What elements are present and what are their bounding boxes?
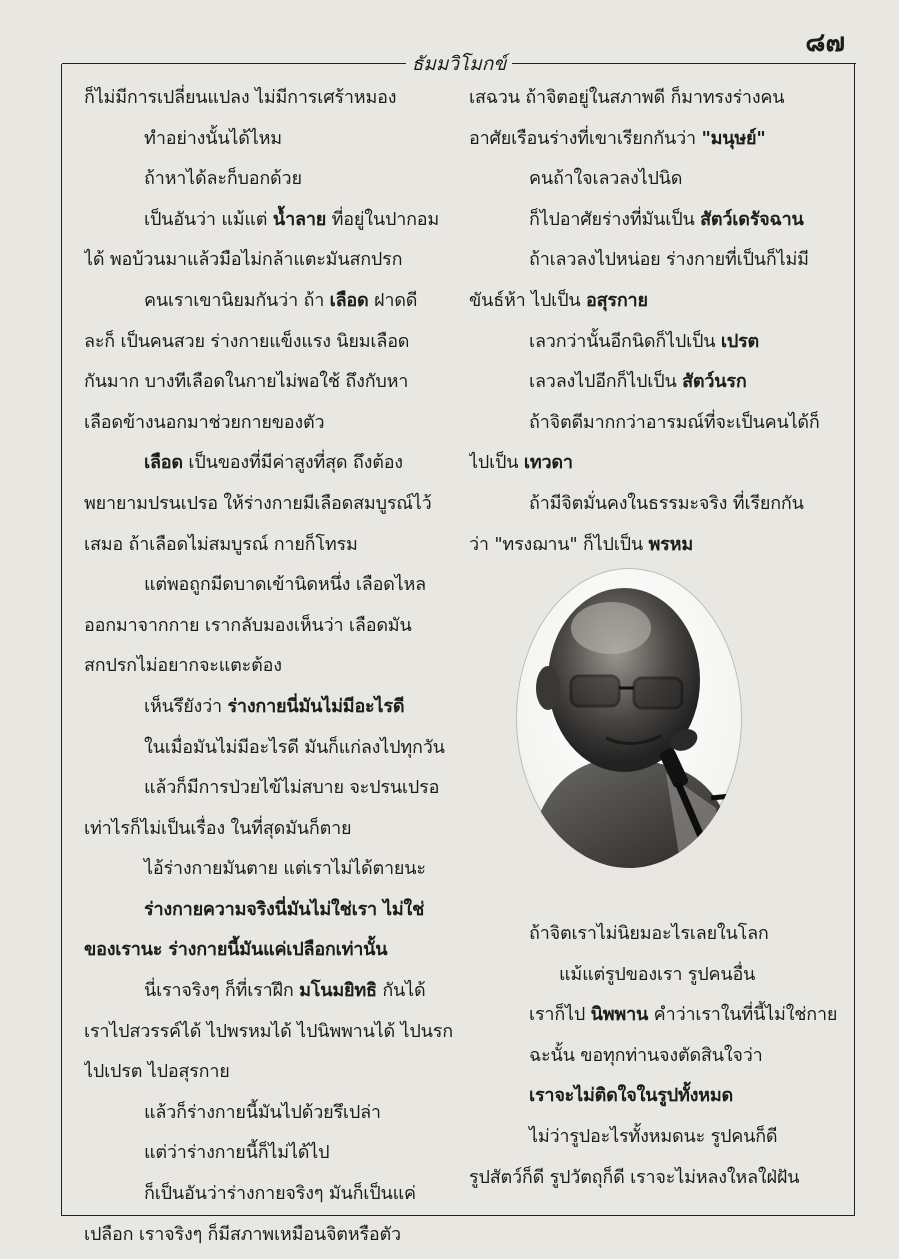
text-run: เลวกว่านั้นอีกนิดก็ไปเป็น [529, 330, 721, 352]
text-run: คำว่าเราในที่นี้ไม่ใช่กาย [648, 1004, 838, 1026]
text-run: ที่อยู่ในปากอม [326, 208, 440, 230]
text-line [469, 200, 841, 241]
text-line [84, 403, 469, 444]
text-line [84, 1174, 469, 1215]
bold-text: เปรต [720, 330, 760, 352]
text-line [84, 1093, 469, 1134]
text-line [84, 362, 469, 403]
text-run: เลือดข้างนอกมาช่วยกายของตัว [84, 411, 325, 433]
text-line [469, 1158, 841, 1199]
bold-text: "มนุษย์" [701, 127, 766, 149]
text-run: เปลือก เราจริงๆ ก็มีสภาพเหมือนจิตหรือตัว [84, 1223, 401, 1245]
text-run: คนถ้าใจเลวลงไปนิด [529, 168, 683, 190]
text-run: เสฉวน ถ้าจิตอยู่ในสภาพดี ก็มาทรงร่างคน [469, 87, 785, 108]
text-run: กันได้ [376, 980, 426, 1002]
text-run: ว่า "ทรงฌาน" ก็ไปเป็น [469, 533, 649, 555]
text-line [84, 768, 469, 809]
bold-text: สัตว์เดรัจฉาน [700, 208, 804, 230]
text-line [469, 322, 841, 363]
text-line [84, 1052, 469, 1093]
text-run: ในเมื่อมันไม่มีอะไรดี มันก็แก่ลงไปทุกวัน [144, 736, 445, 758]
text-line [84, 322, 469, 363]
text-line [84, 281, 469, 322]
text-run: ก็เป็นอันว่าร่างกายจริงๆ มันก็เป็นแค่ [144, 1183, 416, 1205]
right-column-bottom [469, 914, 841, 1198]
text-run: ก็ไม่มีการเปลี่ยนแปลง ไม่มีการเศร้าหมอง [84, 87, 397, 108]
text-line [84, 728, 469, 769]
monk-portrait [516, 568, 742, 868]
bold-text: มโนมยิทธิ [299, 980, 377, 1002]
text-run: ถ้าจิตเราไม่นิยมอะไรเลยในโลก [529, 923, 769, 944]
text-run: แล้วก็มีการป่วยไข้ไม่สบาย จะปรนเปรอ [144, 777, 440, 799]
text-line [84, 200, 469, 241]
text-line [469, 159, 841, 200]
bold-text: ร่างกายความจริงนี่มันไม่ใช่เรา ไม่ใช่ [144, 898, 425, 920]
text-run: เท่าไรก็ไม่เป็นเรื่อง ในที่สุดมันก็ตาย [84, 817, 352, 839]
text-run: ถ้ามีจิตมั่นคงในธรรมะจริง ที่เรียกกัน [529, 492, 804, 514]
text-line [84, 890, 469, 931]
text-line [84, 849, 469, 890]
text-run: เลวลงไปอีกก็ไปเป็น [529, 371, 683, 393]
text-run: ออกมาจากกาย เรากลับมองเห็นว่า เลือดมัน [84, 614, 412, 636]
text-line [84, 809, 469, 850]
page-number: ๘๗ [805, 28, 845, 58]
text-run: สกปรกไม่อยากจะแตะต้อง [84, 655, 282, 677]
text-run: ทำอย่างนั้นได้ไหม [144, 127, 282, 149]
text-line [84, 484, 469, 525]
text-line [469, 995, 841, 1036]
bold-text: อสุรกาย [585, 289, 648, 311]
text-run: ไอ้ร่างกายมันตาย แต่เราไม่ได้ตายนะ [144, 858, 426, 880]
monk-portrait-image [516, 568, 742, 868]
text-run: แม้แต่รูปของเรา รูปคนอื่น [559, 963, 756, 985]
bold-text: เลือด [329, 289, 369, 311]
text-run: พยายามปรนเปรอ ให้ร่างกายมีเลือดสมบูรณ์ไว้ [84, 492, 432, 514]
text-run: ถ้าจิตดีมากกว่าอารมณ์ที่จะเป็นคนได้ก็ [529, 411, 820, 433]
text-run: ฝาดดี [368, 289, 418, 311]
text-line [469, 281, 841, 322]
text-line [84, 646, 469, 687]
text-line [469, 1076, 841, 1117]
text-run: เป็นอันว่า แม้แต่ [144, 208, 273, 230]
text-line [469, 119, 841, 160]
bold-text: นิพพาน [590, 1004, 649, 1026]
text-line [469, 362, 841, 403]
text-line [84, 930, 469, 971]
bold-text: ของเรานะ ร่างกายนี้มันแค่เปลือกเท่านั้น [84, 939, 388, 961]
text-run: เห็นรึยังว่า [144, 695, 228, 717]
text-line [84, 1133, 469, 1174]
running-title: ธัมมวิโมกข์ [411, 53, 507, 75]
bold-text: สัตว์นรก [682, 371, 747, 393]
text-line [469, 914, 841, 955]
left-column [84, 78, 469, 1255]
text-run: รูปสัตว์ก็ดี รูปวัตถุก็ดี เราจะไม่หลงใหลใฝ่ฝัน [469, 1166, 800, 1188]
text-run: เสมอ ถ้าเลือดไม่สมบูรณ์ กายก็โทรม [84, 533, 358, 555]
text-line [469, 525, 841, 566]
bold-text: เทวดา [523, 452, 573, 474]
text-run: อาศัยเรือนร่างที่เขาเรียกกันว่า [469, 127, 702, 149]
text-line [84, 1215, 469, 1256]
bold-text: เราจะไม่ติดใจในรูปทั้งหมด [529, 1085, 734, 1107]
bold-text: ร่างกายนี่มันไม่มีอะไรดี [227, 695, 405, 717]
text-line [84, 78, 469, 119]
text-line [469, 403, 841, 444]
text-run: ไปเป็น [469, 452, 524, 474]
text-line [84, 525, 469, 566]
right-column-top [469, 78, 841, 565]
text-line [84, 565, 469, 606]
text-line [84, 240, 469, 281]
text-run: ละก็ เป็นคนสวย ร่างกายแข็งแรง นิยมเลือด [84, 330, 410, 352]
text-run: แต่ว่าร่างกายนี้ก็ไม่ได้ไป [144, 1142, 330, 1164]
text-run: กันมาก บางทีเลือดในกายไม่พอใช้ ถึงกับหา [84, 371, 409, 393]
text-line [469, 78, 841, 119]
text-line [84, 687, 469, 728]
text-line [84, 971, 469, 1012]
text-line [469, 1036, 841, 1077]
text-line [469, 240, 841, 281]
text-run: ถ้าเลวลงไปหน่อย ร่างกายที่เป็นก็ไม่มี [529, 249, 809, 271]
text-run: แล้วก็ร่างกายนี้มันไปด้วยรึเปล่า [144, 1101, 381, 1123]
text-line [469, 484, 841, 525]
text-line [469, 1117, 841, 1158]
text-line [469, 955, 841, 996]
text-run: ขันธ์ห้า ไปเป็น [469, 289, 586, 311]
text-run: ได้ พอบ้วนมาแล้วมือไม่กล้าแตะมันสกปรก [84, 249, 403, 271]
text-line [84, 159, 469, 200]
text-run: ไปเปรต ไปอสุรกาย [84, 1061, 230, 1083]
text-run: ไม่ว่ารูปอะไรทั้งหมดนะ รูปคนก็ดี [529, 1125, 778, 1147]
text-run: เราก็ไป [529, 1004, 591, 1026]
text-run: ฉะนั้น ขอทุกท่านจงตัดสินใจว่า [529, 1044, 763, 1066]
text-run: ก็ไปอาศัยร่างที่มันเป็น [529, 208, 701, 230]
text-run: แต่พอถูกมีดบาดเข้านิดหนึ่ง เลือดไหล [144, 574, 427, 596]
text-line [84, 606, 469, 647]
text-line [469, 443, 841, 484]
bold-text: น้ำลาย [272, 208, 327, 230]
text-line [84, 443, 469, 484]
bold-text: เลือด [144, 452, 183, 474]
text-run: นี่เราจริงๆ ก็ที่เราฝึก [144, 980, 300, 1002]
text-run: คนเราเขานิยมกันว่า ถ้า [144, 289, 330, 311]
bold-text: พรหม [648, 533, 693, 555]
text-run: เราไปสวรรค์ได้ ไปพรหมได้ ไปนิพพานได้ ไปนรก [84, 1020, 453, 1042]
text-run: เป็นของที่มีค่าสูงที่สุด ถึงต้อง [182, 452, 403, 474]
text-line [84, 119, 469, 160]
text-run: ถ้าหาได้ละก็บอกด้วย [144, 168, 302, 190]
text-line [84, 1012, 469, 1053]
